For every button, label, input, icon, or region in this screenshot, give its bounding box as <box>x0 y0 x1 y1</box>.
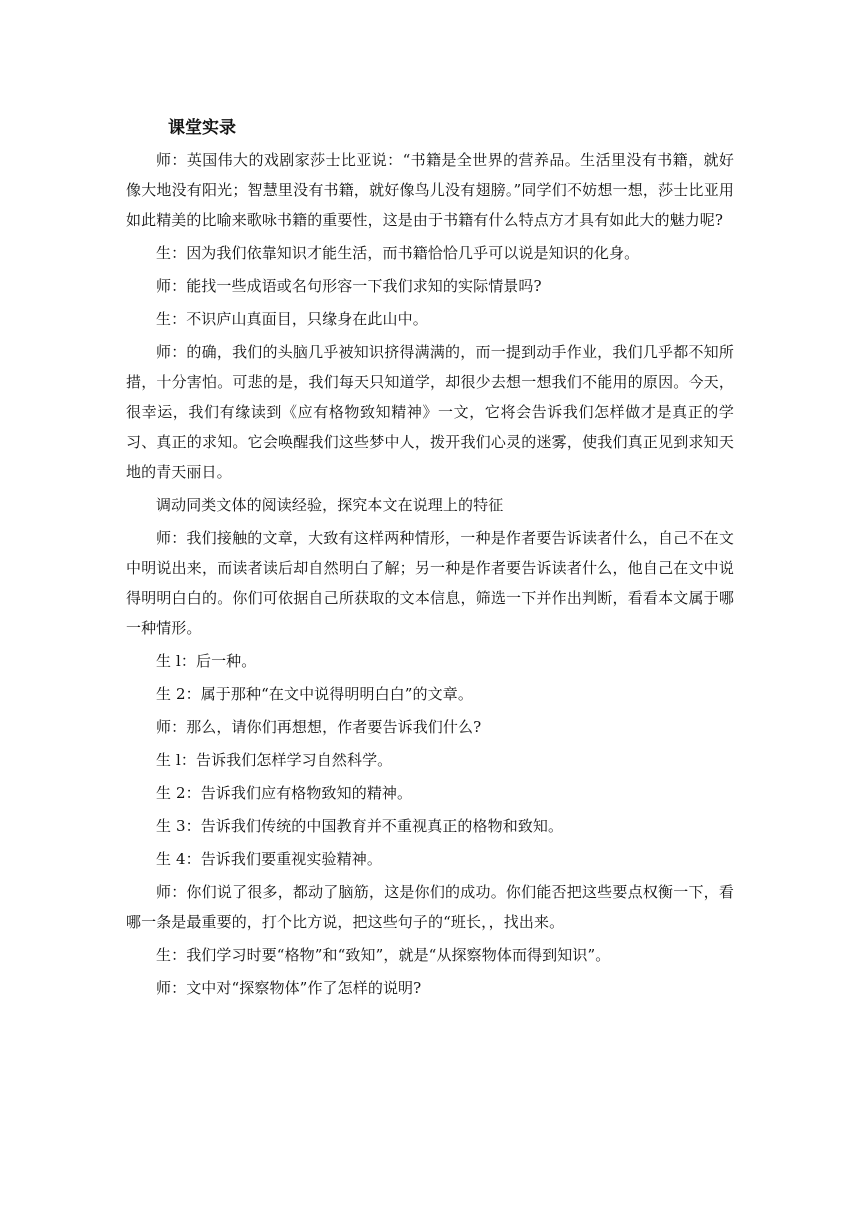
paragraph: 师：文中对“探察物体”作了怎样的说明? <box>156 979 422 997</box>
paragraph: 生：我们学习时要“格物”和“致知”，就是“从探察物体而得到知识”。 <box>156 946 611 964</box>
paragraph: 生：因为我们依靠知识才能生活，而书籍恰恰几乎可以说是知识的化身。 <box>156 244 640 262</box>
section-title: 课堂实录 <box>168 118 236 138</box>
paragraph: 生 l：告诉我们怎样学习自然科学。 <box>156 751 393 769</box>
paragraph: 师：的确，我们的头脑几乎被知识挤得满满的，而一提到动手作业，我们几乎都不知所措，十分害怕。可悲的是，我们每天只知道学，却很少去想一想我们不能用的原因。今天，很幸运，我们有缘读到《应有格物致知精神》一文，它将会告诉我们怎样做才是真正的学习、真正的求知。它会唤醒我们这些梦中人，拨开我们心灵的迷雾，使我们真正见到求知天地的青天丽日。 <box>126 343 734 481</box>
paragraph: 生 l：后一种。 <box>156 652 257 670</box>
paragraph: 生 4：告诉我们要重视实验精神。 <box>156 850 382 868</box>
document-body <box>126 145 734 1006</box>
paragraph: 生 3：告诉我们传统的中国教育并不重视真正的格物和致知。 <box>156 817 564 835</box>
paragraph: 生：不识庐山真面目，只缘身在此山中。 <box>156 310 428 328</box>
paragraph: 师：你们说了很多，都动了脑筋，这是你们的成功。你们能否把这些要点权衡一下，看哪一条是最重要的，打个比方说，把这些句子的“班长，，找出来。 <box>126 883 734 931</box>
paragraph: 师：我们接触的文章，大致有这样两种情形，一种是作者要告诉读者什么，自己不在文中明说出来，而读者读后却自然明白了解；另一种是作者要告诉读者什么，他自己在文中说得明明白白的。你们可依据自己所获取的文本信息，筛选一下并作出判断，看看本文属于哪一种情形。 <box>126 529 734 637</box>
paragraph: 师：那么，请你们再想想，作者要告诉我们什么? <box>156 718 482 736</box>
subheading-paragraph: 调动同类文体的阅读经验，探究本文在说理上的特征 <box>156 496 504 514</box>
paragraph: 师：能找一些成语或名句形容一下我们求知的实际情景吗? <box>156 277 542 295</box>
paragraph: 师：英国伟大的戏剧家莎士比亚说：“书籍是全世界的营养品。生活里没有书籍，就好像大地没有阳光；智慧里没有书籍，就好像鸟儿没有翅膀。”同学们不妨想一想，莎士比亚用如此精美的比喻来歌咏书籍的重要性，这是由于书籍有什么特点方才具有如此大的魅力呢? <box>126 151 734 229</box>
paragraph: 生 2：告诉我们应有格物致知的精神。 <box>156 784 413 802</box>
paragraph: 生 2：属于那种“在文中说得明明白白”的文章。 <box>156 685 473 703</box>
